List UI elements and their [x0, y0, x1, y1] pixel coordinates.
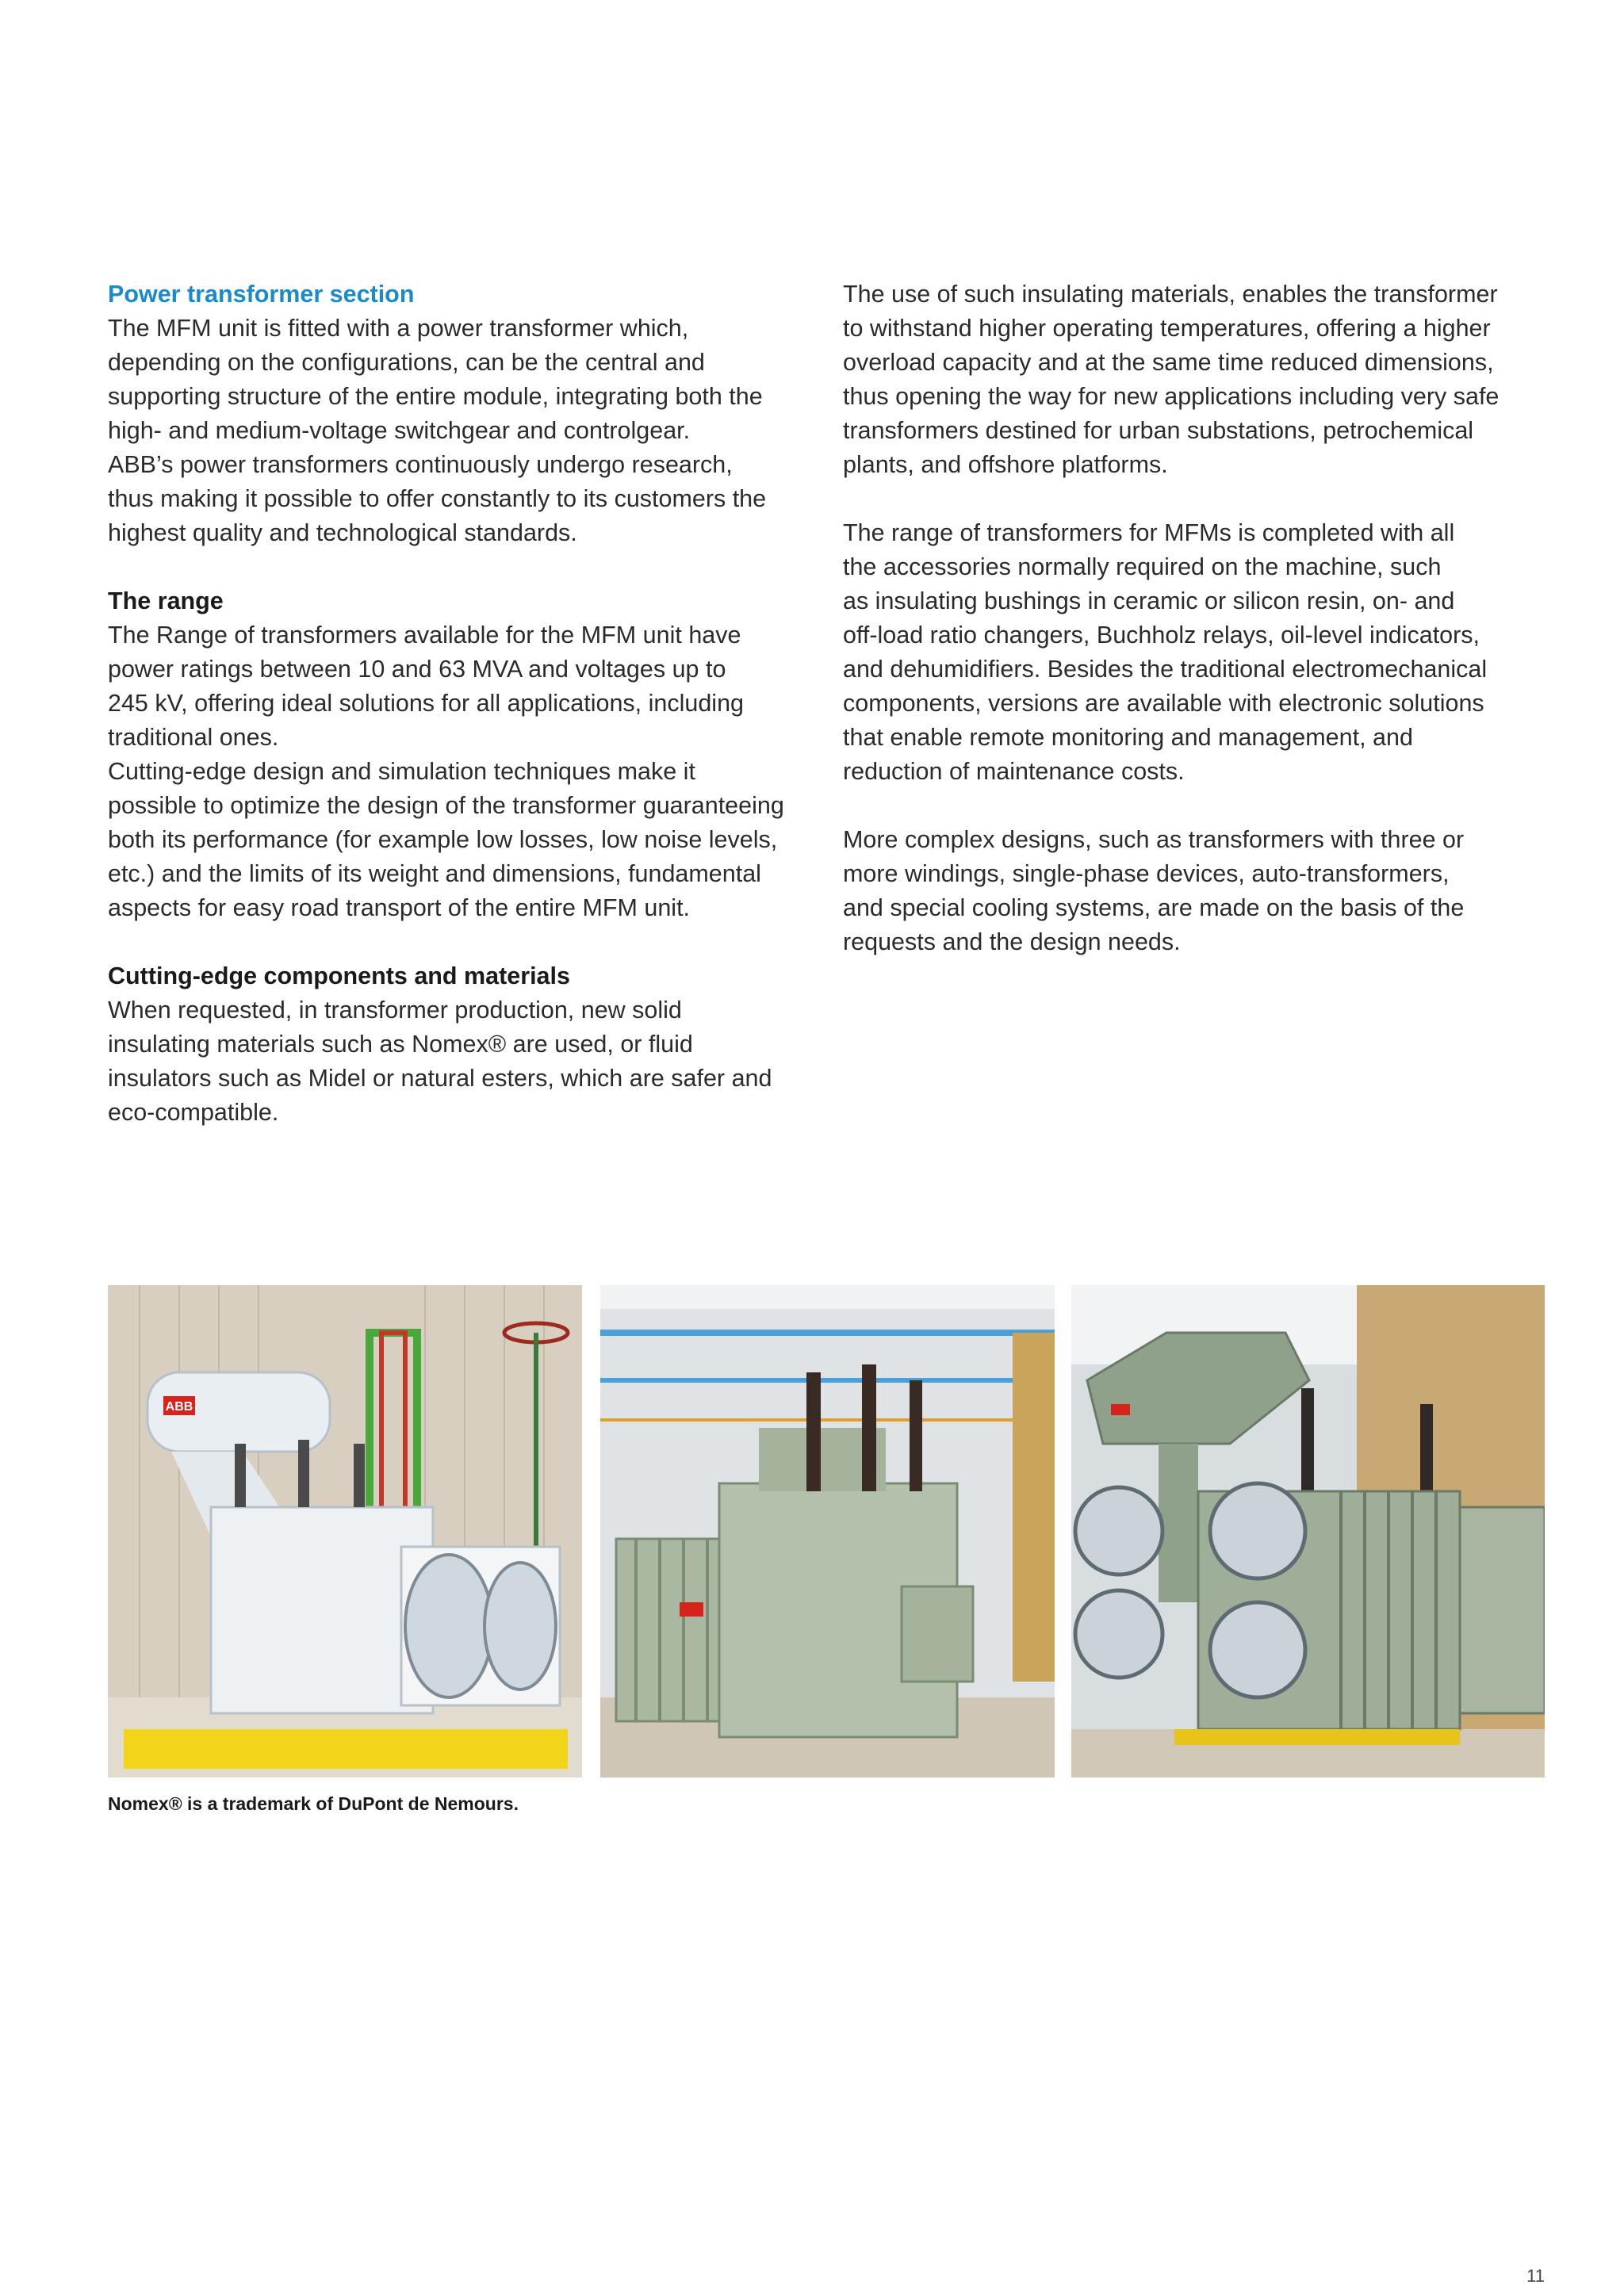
text-line: traditional ones. [108, 724, 279, 751]
footnote-trademark: Nomex® is a trademark of DuPont de Nemours. [108, 1793, 519, 1814]
paragraph-complex-designs [843, 823, 1557, 959]
section-heading-power-transformer: Power transformer section [108, 281, 415, 308]
text-line: aspects for easy road transport of the entire MFM unit. [108, 894, 691, 921]
text-line: insulating materials such as Nomex® are used, or fluid [108, 1031, 693, 1058]
text-line: the accessories normally required on the machine, such [843, 553, 1442, 580]
text-line: The MFM unit is fitted with a power transformer which, [108, 315, 689, 342]
text-line: plants, and offshore platforms. [843, 451, 1168, 478]
paragraph-insulating-materials [843, 277, 1557, 482]
text-line: supporting structure of the entire module, integrating both the [108, 383, 763, 410]
paragraph-components [108, 993, 814, 1130]
paragraph-range [108, 618, 814, 925]
text-line: to withstand higher operating temperatures, offering a higher [843, 315, 1491, 342]
left-column [108, 277, 814, 1130]
text-line: as insulating bushings in ceramic or silicon resin, on- and [843, 587, 1455, 614]
text-line: that enable remote monitoring and management, and [843, 724, 1413, 751]
text-line: more windings, single-phase devices, auto-transformers, [843, 860, 1450, 887]
text-line: insulators such as Midel or natural esters, which are safer and [108, 1065, 772, 1092]
text-line: high- and medium-voltage switchgear and controlgear. [108, 417, 691, 444]
text-line: components, versions are available with electronic solutions [843, 690, 1484, 717]
section-heading-components: Cutting-edge components and materials [108, 962, 570, 989]
text-line: transformers destined for urban substations, petrochemical [843, 417, 1474, 444]
text-line: When requested, in transformer production, new solid [108, 997, 682, 1024]
text-line: power ratings between 10 and 63 MVA and voltages up to [108, 656, 726, 683]
text-line: possible to optimize the design of the transformer guaranteeing [108, 792, 784, 819]
text-line: 245 kV, offering ideal solutions for all applications, including [108, 690, 744, 717]
text-line: More complex designs, such as transformers with three or [843, 826, 1465, 853]
text-line: overload capacity and at the same time reduced dimensions, [843, 349, 1494, 376]
text-line: both its performance (for example low losses, low noise levels, [108, 826, 778, 853]
text-line: The Range of transformers available for the MFM unit have [108, 622, 741, 649]
text-line: The range of transformers for MFMs is completed with all [843, 519, 1455, 546]
abb-logo: ABB [165, 1400, 193, 1414]
text-line: eco-compatible. [108, 1099, 279, 1126]
page-number: 11 [1526, 2266, 1545, 2286]
text-line: and dehumidifiers. Besides the traditional electromechanical [843, 656, 1488, 683]
photo-white-transformer [108, 1285, 582, 1777]
section-heading-range: The range [108, 587, 224, 614]
text-line: requests and the design needs. [843, 928, 1181, 955]
text-line: thus opening the way for new applications including very safe [843, 383, 1500, 410]
text-line: The use of such insulating materials, enables the transformer [843, 281, 1498, 308]
text-line: highest quality and technological standards. [108, 519, 577, 546]
paragraph-accessories [843, 516, 1557, 789]
text-line: thus making it possible to offer constantly to its customers the [108, 485, 767, 512]
text-line: and special cooling systems, are made on the basis of the [843, 894, 1465, 921]
right-column [843, 277, 1557, 959]
text-line: off-load ratio changers, Buchholz relays, oil-level indicators, [843, 622, 1480, 649]
paragraph-intro [108, 312, 814, 550]
text-line: etc.) and the limits of its weight and dimensions, fundamental [108, 860, 761, 887]
text-line: depending on the configurations, can be the central and [108, 349, 705, 376]
photo-transformer-conservator [1071, 1285, 1545, 1777]
text-line: reduction of maintenance costs. [843, 758, 1185, 785]
text-line: ABB’s power transformers continuously undergo research, [108, 451, 733, 478]
photo-green-transformer [600, 1285, 1055, 1777]
text-line: Cutting-edge design and simulation techniques make it [108, 758, 695, 785]
